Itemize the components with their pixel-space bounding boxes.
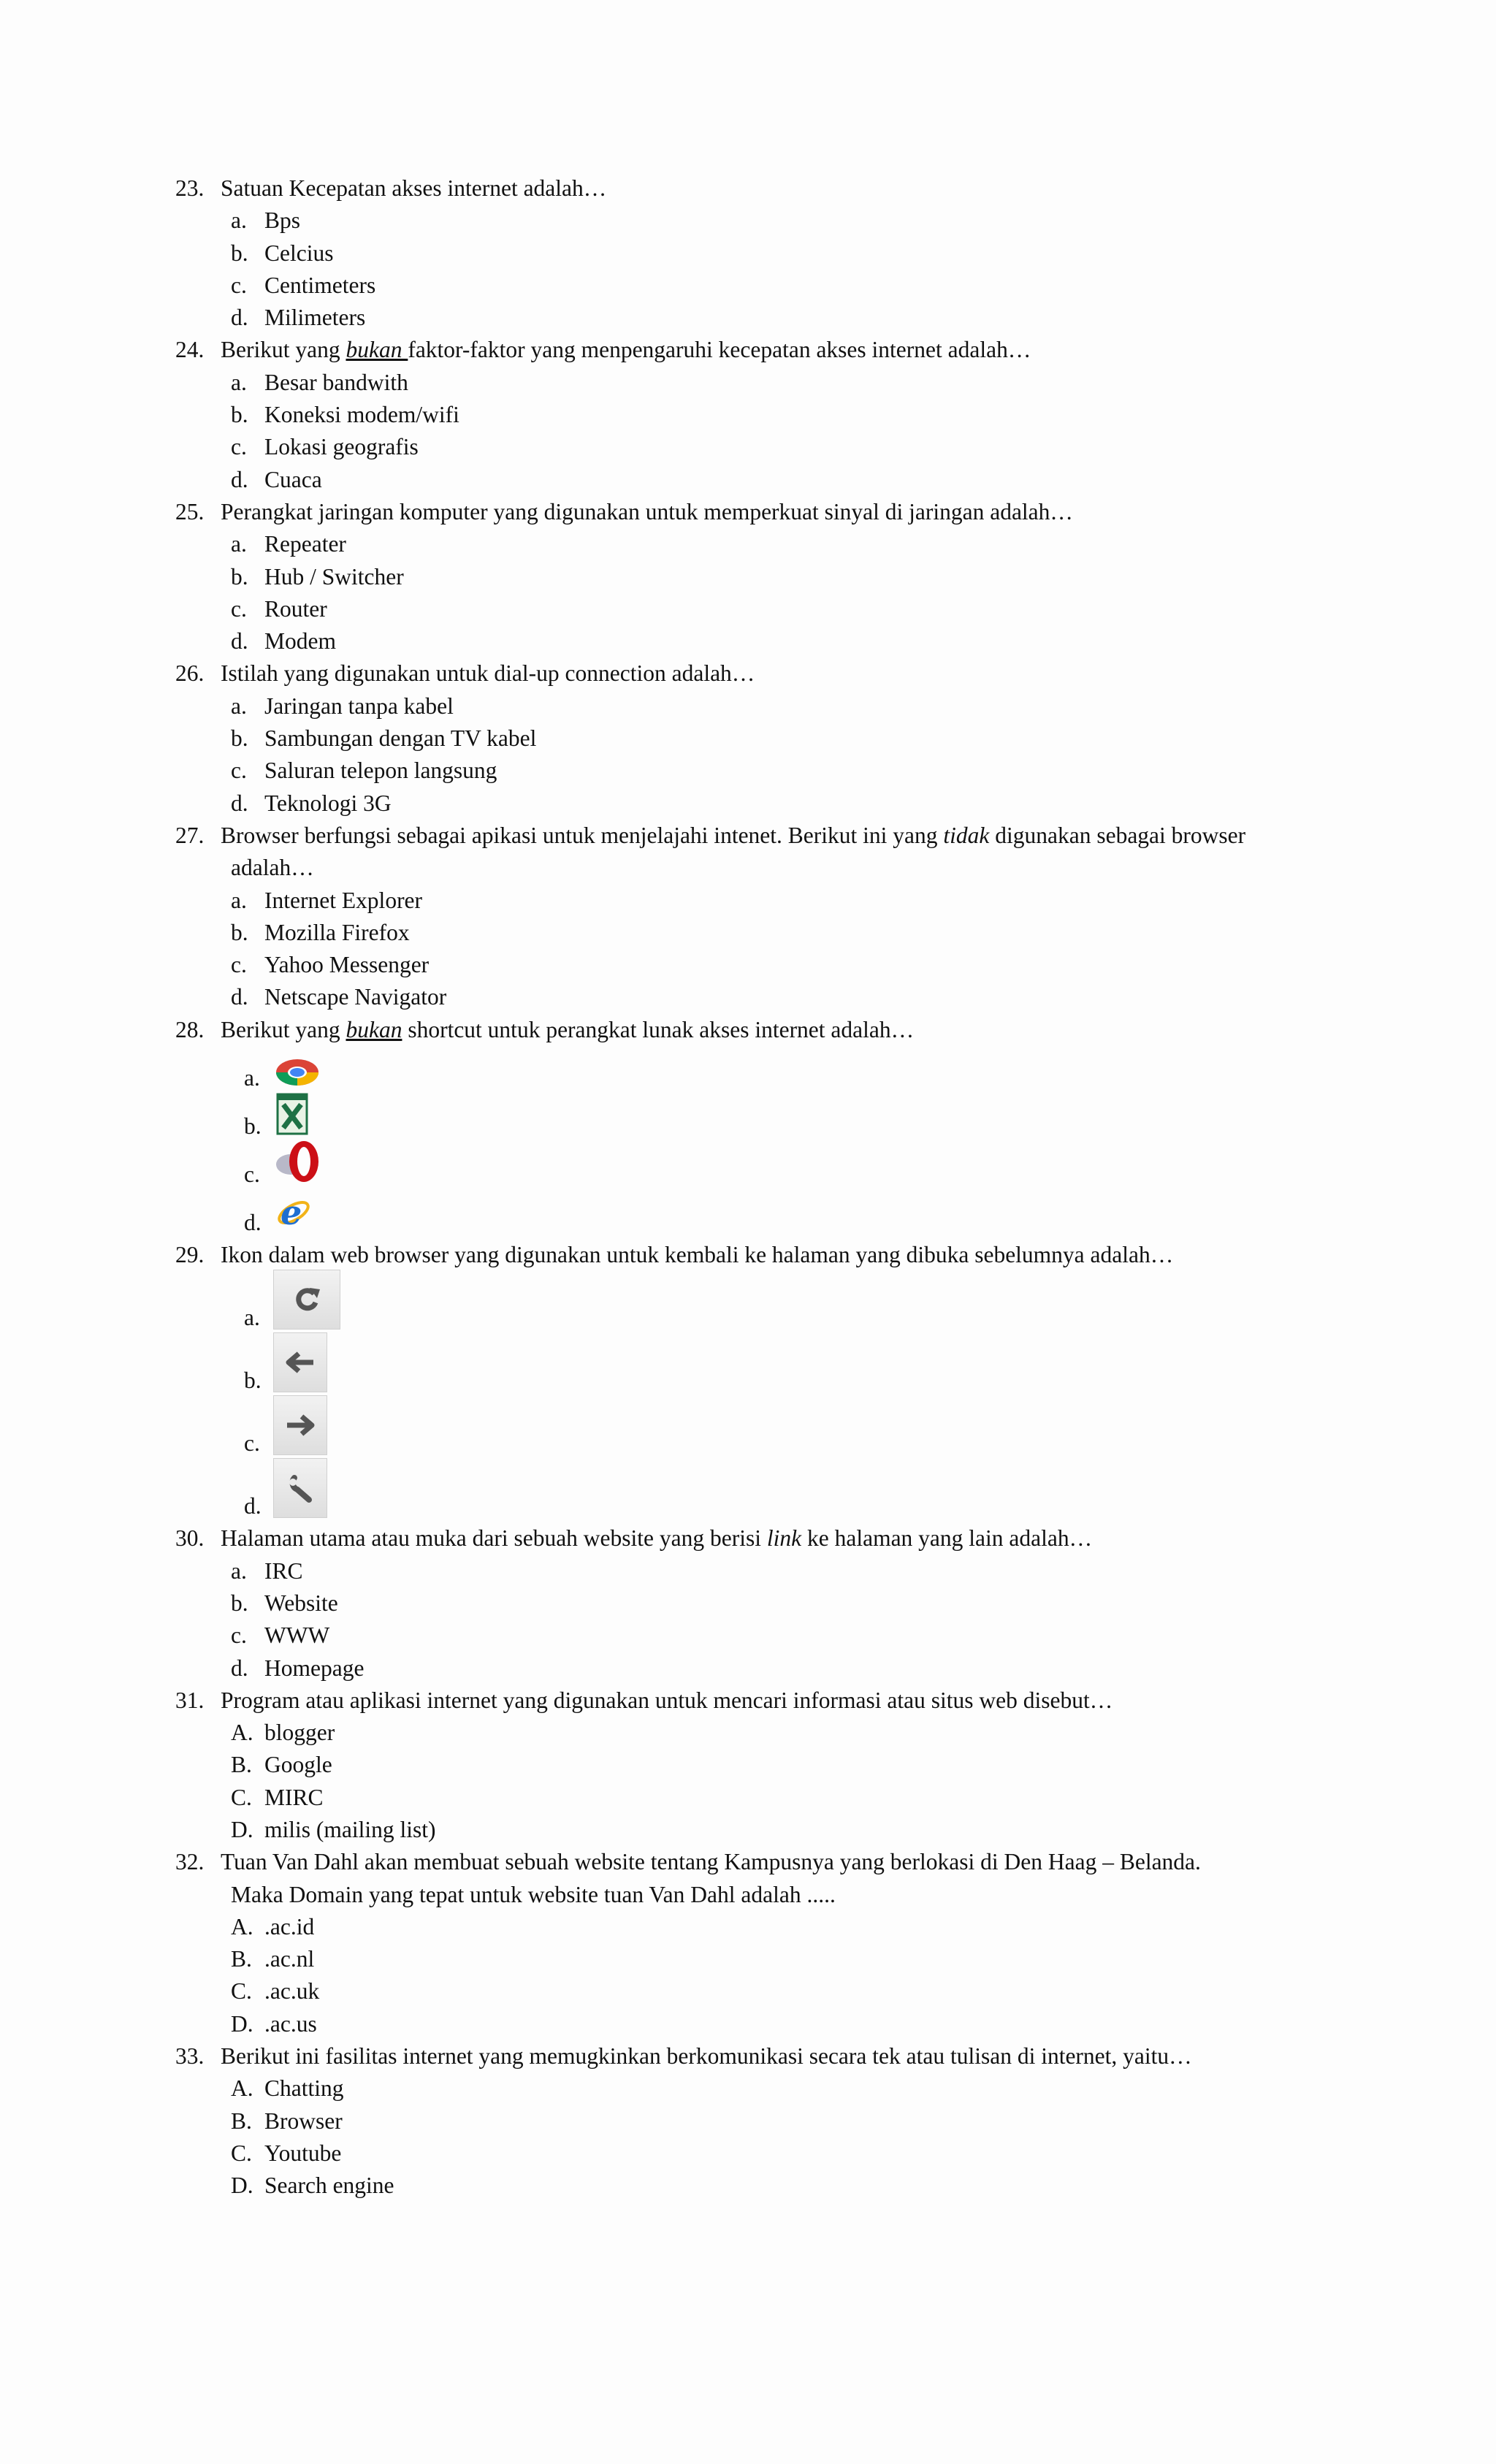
- question-number: 23.: [175, 175, 205, 201]
- question-row: [175, 1522, 1359, 1555]
- option-letter: c.: [231, 952, 247, 978]
- option-letter: C.: [231, 2140, 252, 2166]
- question-text: Tuan Van Dahl akan membuat sebuah website tentang Kampusnya yang berlokasi di Den Haag – Belanda.: [221, 1849, 1201, 1875]
- question-text: Program atau aplikasi internet yang digunakan untuk mencari informasi atau situs web disebut…: [221, 1687, 1113, 1713]
- option-text: Saluran telepon langsung: [264, 758, 497, 784]
- option-text: Chatting: [264, 2075, 344, 2102]
- option-text: IRC: [264, 1557, 303, 1584]
- option-letter: B.: [231, 1752, 252, 1778]
- option-list: [175, 528, 1359, 657]
- option-letter: d.: [231, 984, 248, 1010]
- answer-option: [231, 885, 1359, 917]
- question-text-continued: adalah…: [231, 855, 314, 881]
- wrench-icon: [273, 1458, 327, 1518]
- answer-option: [231, 1943, 1359, 1975]
- option-letter: c.: [231, 272, 247, 298]
- question-text: Ikon dalam web browser yang digunakan untuk kembali ke halaman yang dibuka sebelumnya adalah…: [221, 1242, 1174, 1268]
- answer-option: [231, 2170, 1359, 2202]
- question-text: [221, 820, 1359, 852]
- option-letter: c.: [231, 434, 247, 460]
- option-letter: B.: [231, 2108, 252, 2134]
- option-list: [175, 1717, 1359, 1846]
- option-letter: d.: [231, 305, 248, 331]
- answer-option: [231, 1620, 1359, 1652]
- answer-option: [231, 949, 1359, 981]
- question-text: Istilah yang digunakan untuk dial-up connection adalah…: [221, 660, 755, 687]
- option-letter: d.: [231, 628, 248, 655]
- option-letter: c.: [231, 758, 247, 784]
- question-number: 24.: [175, 337, 205, 363]
- option-text: Sambungan dengan TV kabel: [264, 725, 537, 752]
- question-row: [175, 820, 1359, 852]
- question-number: 27.: [175, 822, 205, 848]
- answer-option: [231, 1046, 1359, 1094]
- option-letter: d.: [231, 790, 248, 816]
- answer-option: [231, 1975, 1359, 2007]
- question-text: [221, 334, 1359, 366]
- option-letter: D.: [231, 2010, 253, 2037]
- question-text-emphasis: tidak: [943, 822, 990, 848]
- question-text-pre: Halaman utama atau muka dari sebuah website yang berisi: [221, 1525, 767, 1552]
- question-23: [175, 172, 1359, 334]
- option-text: Milimeters: [264, 305, 366, 331]
- question-33: [175, 2040, 1359, 2202]
- question-text-pre: Berikut yang: [221, 337, 346, 363]
- option-letter: d.: [231, 1655, 248, 1681]
- option-list: [175, 690, 1359, 820]
- answer-option: [231, 1782, 1359, 1814]
- question-number: 29.: [175, 1242, 205, 1268]
- option-letter: b.: [231, 240, 248, 266]
- answer-option: [231, 690, 1359, 722]
- question-text-post: ke halaman yang lain adalah…: [801, 1525, 1093, 1552]
- question-text-emphasis: link: [766, 1525, 802, 1552]
- answer-option: [231, 1555, 1359, 1587]
- option-text: Jaringan tanpa kabel: [264, 693, 454, 719]
- option-letter: c.: [244, 1161, 260, 1187]
- answer-option: [231, 1717, 1359, 1749]
- option-text: .ac.us: [264, 2010, 317, 2037]
- question-row: [175, 172, 1359, 205]
- option-letter: c.: [244, 1430, 260, 1457]
- option-list: [175, 1271, 1359, 1522]
- option-letter: a.: [231, 369, 247, 395]
- question-text-underline: [346, 1017, 402, 1042]
- answer-option: [231, 464, 1359, 496]
- option-letter: D.: [231, 1816, 253, 1842]
- question-27: [175, 820, 1359, 1014]
- answer-option: [231, 1814, 1359, 1846]
- question-number: 26.: [175, 660, 205, 687]
- answer-option: [231, 1652, 1359, 1685]
- option-text: Netscape Navigator: [264, 984, 447, 1010]
- option-text: Browser: [264, 2108, 343, 2134]
- answer-option: [231, 1271, 1359, 1334]
- option-letter: c.: [231, 595, 247, 622]
- option-letter: a.: [231, 207, 247, 234]
- option-list: [175, 1046, 1359, 1239]
- option-text: Celcius: [264, 240, 334, 266]
- answer-option: [231, 2105, 1359, 2137]
- option-text: Internet Explorer: [264, 887, 423, 913]
- option-text: Centimeters: [264, 272, 376, 298]
- option-letter: c.: [231, 1622, 247, 1649]
- answer-option: [231, 205, 1359, 237]
- question-text-post: digunakan sebagai browser: [989, 822, 1246, 848]
- answer-option: [231, 367, 1359, 399]
- question-text: [221, 1014, 1359, 1046]
- question-25: [175, 496, 1359, 657]
- answer-option: [231, 2072, 1359, 2105]
- question-26: [175, 657, 1359, 819]
- answer-option: [231, 1191, 1359, 1239]
- question-number: 32.: [175, 1849, 205, 1875]
- option-letter: b.: [244, 1368, 262, 1394]
- question-30: [175, 1522, 1359, 1684]
- answer-option: [231, 1094, 1359, 1143]
- question-row: [175, 1846, 1359, 1878]
- question-row: [175, 1014, 1359, 1046]
- answer-option: [231, 1460, 1359, 1522]
- option-text: Teknologi 3G: [264, 790, 392, 816]
- option-list: [175, 2072, 1359, 2202]
- option-letter: a.: [231, 531, 247, 557]
- option-list: [175, 367, 1359, 496]
- option-letter: a.: [231, 887, 247, 913]
- option-letter: b.: [231, 563, 248, 590]
- option-letter: d.: [244, 1209, 262, 1235]
- answer-option: [231, 722, 1359, 755]
- answer-option: [231, 399, 1359, 431]
- option-text: Lokasi geografis: [264, 434, 419, 460]
- option-list: [175, 1911, 1359, 2040]
- option-letter: b.: [244, 1113, 262, 1139]
- option-letter: A.: [231, 1720, 253, 1746]
- reload-icon: [273, 1270, 340, 1330]
- question-number: 25.: [175, 498, 205, 525]
- option-letter: b.: [231, 919, 248, 945]
- answer-option: [231, 528, 1359, 560]
- question-text-pre: Browser berfungsi sebagai apikasi untuk menjelajahi intenet. Berikut ini yang: [221, 822, 944, 848]
- option-letter: D.: [231, 2173, 253, 2199]
- option-text: Besar bandwith: [264, 369, 408, 395]
- option-text: Repeater: [264, 531, 346, 557]
- answer-option: [231, 302, 1359, 334]
- question-28: [175, 1014, 1359, 1239]
- answer-option: [231, 917, 1359, 949]
- option-letter: a.: [244, 1064, 260, 1091]
- option-letter: C.: [231, 1978, 252, 2005]
- answer-option: [231, 1749, 1359, 1781]
- question-text-pre: Berikut yang: [221, 1016, 346, 1042]
- option-letter: C.: [231, 1784, 252, 1810]
- question-number: 28.: [175, 1016, 205, 1042]
- option-letter: a.: [244, 1305, 260, 1331]
- question-text-underline: [346, 337, 408, 362]
- answer-option: [231, 1911, 1359, 1943]
- forward-arrow-icon: [273, 1395, 327, 1455]
- option-text: .ac.nl: [264, 1946, 315, 1972]
- question-row: [175, 1239, 1359, 1271]
- option-text: .ac.uk: [264, 1978, 320, 2005]
- option-text: Search engine: [264, 2173, 394, 2199]
- option-letter: b.: [231, 402, 248, 428]
- answer-option: [231, 561, 1359, 593]
- option-letter: a.: [231, 693, 247, 719]
- option-text: .ac.id: [264, 1913, 315, 1939]
- answer-option: [231, 1397, 1359, 1460]
- question-text-continued: Maka Domain yang tepat untuk website tuan Van Dahl adalah .....: [231, 1881, 836, 1907]
- answer-option: [231, 755, 1359, 787]
- option-letter: b.: [231, 1590, 248, 1616]
- option-text: Modem: [264, 628, 336, 655]
- answer-option: [231, 2008, 1359, 2040]
- option-text: MIRC: [264, 1784, 324, 1810]
- option-text: WWW: [264, 1622, 330, 1649]
- excel-icon: [275, 1093, 310, 1135]
- question-32: [175, 1846, 1359, 2040]
- question-text-post: shortcut untuk perangkat lunak akses internet adalah…: [402, 1016, 915, 1042]
- question-text: Satuan Kecepatan akses internet adalah…: [221, 175, 607, 201]
- option-text: Website: [264, 1590, 338, 1616]
- question-number: 31.: [175, 1687, 205, 1713]
- question-number: 30.: [175, 1525, 205, 1552]
- option-text: Router: [264, 595, 327, 622]
- option-letter: d.: [244, 1493, 262, 1519]
- question-text-emphasis: bukan: [346, 337, 408, 363]
- question-row: [175, 657, 1359, 690]
- option-text: Bps: [264, 207, 301, 234]
- answer-option: [231, 593, 1359, 625]
- question-text-emphasis: bukan: [346, 1016, 402, 1042]
- answer-option: [231, 625, 1359, 657]
- answer-option: [231, 787, 1359, 820]
- question-31: [175, 1685, 1359, 1846]
- internet-explorer-icon: [275, 1191, 313, 1232]
- answer-option: [231, 981, 1359, 1013]
- svg-text:e: e: [280, 1193, 302, 1232]
- option-text: Youtube: [264, 2140, 342, 2166]
- answer-option: [231, 1587, 1359, 1620]
- answer-option: [231, 237, 1359, 270]
- chrome-icon: [275, 1058, 320, 1087]
- question-list: [175, 172, 1359, 2202]
- option-text: milis (mailing list): [264, 1816, 436, 1842]
- question-row: [175, 2040, 1359, 2072]
- option-letter: A.: [231, 1913, 253, 1939]
- opera-icon: [275, 1140, 323, 1183]
- option-text: Cuaca: [264, 466, 322, 492]
- option-list: [175, 205, 1359, 334]
- option-text: Yahoo Messenger: [264, 952, 430, 978]
- option-text: Homepage: [264, 1655, 365, 1681]
- question-row: [175, 334, 1359, 366]
- option-list: [175, 885, 1359, 1014]
- question-text-post: faktor-faktor yang menpengaruhi kecepatan akses internet adalah…: [408, 337, 1031, 363]
- option-letter: B.: [231, 1946, 252, 1972]
- option-letter: b.: [231, 725, 248, 752]
- back-arrow-icon: [273, 1332, 327, 1392]
- option-text: Mozilla Firefox: [264, 919, 410, 945]
- answer-option: [231, 2137, 1359, 2170]
- option-text: Google: [264, 1752, 332, 1778]
- question-text: Perangkat jaringan komputer yang digunakan untuk memperkuat sinyal di jaringan adalah…: [221, 498, 1073, 525]
- option-text: blogger: [264, 1720, 335, 1746]
- question-row: [175, 496, 1359, 528]
- option-text: Hub / Switcher: [264, 563, 404, 590]
- option-letter: a.: [231, 1557, 247, 1584]
- question-29: [175, 1239, 1359, 1522]
- answer-option: [231, 1143, 1359, 1191]
- answer-option: [231, 270, 1359, 302]
- option-list: [175, 1555, 1359, 1685]
- question-text: Berikut ini fasilitas internet yang memugkinkan berkomunikasi secara tek atau tulisan di internet, yaitu…: [221, 2043, 1192, 2070]
- answer-option: [231, 1334, 1359, 1397]
- option-text: Koneksi modem/wifi: [264, 402, 459, 428]
- option-letter: A.: [231, 2075, 253, 2102]
- answer-option: [231, 431, 1359, 463]
- question-24: [175, 334, 1359, 495]
- question-text: [221, 1522, 1359, 1555]
- question-row: [175, 1685, 1359, 1717]
- option-letter: d.: [231, 466, 248, 492]
- question-number: 33.: [175, 2043, 205, 2070]
